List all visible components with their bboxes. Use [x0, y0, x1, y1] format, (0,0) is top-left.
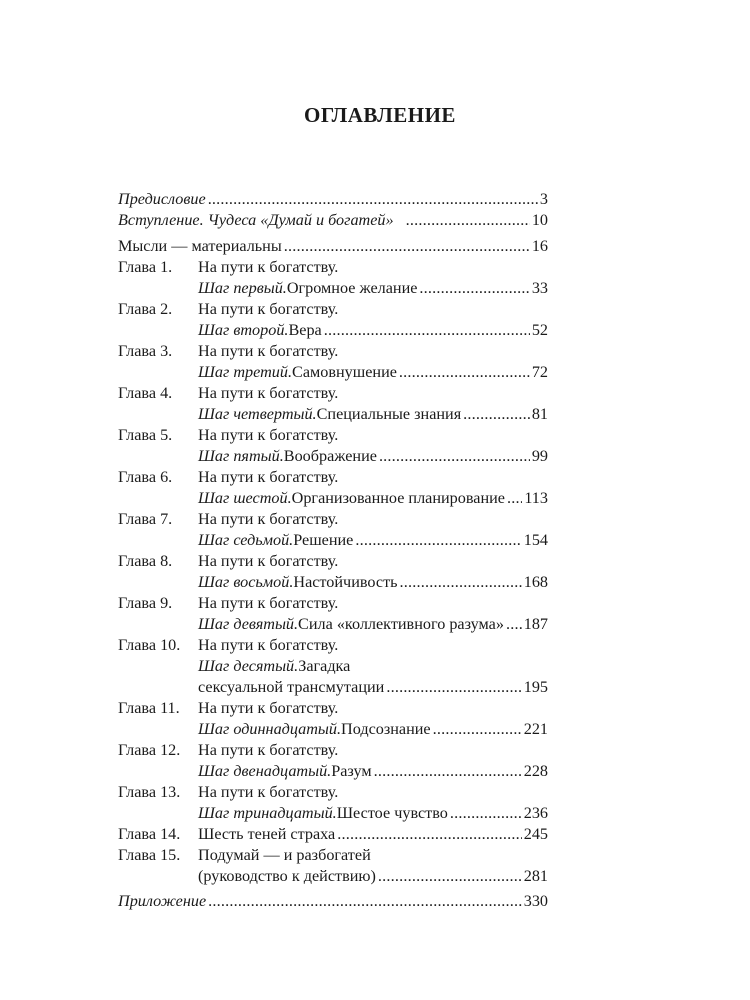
- chapter-label: Глава 5.: [118, 425, 173, 444]
- step-title: Организованное планирование: [291, 488, 505, 507]
- dot-leader: [208, 189, 538, 210]
- toc-entry-chapter[interactable]: [118, 299, 548, 341]
- chapter-heading: На пути к богатству.: [198, 593, 339, 612]
- toc-entry-chapter[interactable]: [118, 383, 548, 425]
- table-of-contents: [118, 189, 548, 912]
- toc-entry-thoughts[interactable]: [118, 236, 548, 257]
- toc-entry-chapter[interactable]: [118, 467, 548, 509]
- dot-leader: [374, 761, 522, 782]
- page-number: 154: [523, 530, 548, 549]
- step-title: Огромное желание: [286, 278, 418, 297]
- step-title-continued: сексуальной трансмутации: [198, 677, 385, 696]
- step-name: Шаг девятый.: [198, 614, 299, 633]
- step-title: Воображение: [283, 446, 377, 465]
- step-name: Шаг второй.: [198, 320, 289, 339]
- chapter-heading: На пути к богатству.: [198, 740, 339, 759]
- toc-entry-chapter[interactable]: [118, 257, 548, 299]
- page-number: 81: [531, 404, 548, 423]
- step-name: Шаг третий.: [198, 362, 293, 381]
- toc-entry-appendix[interactable]: [118, 891, 548, 912]
- dot-leader: [208, 891, 522, 912]
- chapter-heading: На пути к богатству.: [198, 698, 339, 717]
- chapter-heading: На пути к богатству.: [198, 425, 339, 444]
- chapter-heading: Шесть теней страха: [198, 824, 336, 843]
- page-number: 195: [523, 677, 548, 696]
- dot-leader: [337, 824, 521, 845]
- toc-entry-chapter-10[interactable]: [118, 635, 548, 698]
- dot-leader: [284, 236, 530, 257]
- page-number: 3: [539, 190, 548, 208]
- page-number: 228: [523, 761, 548, 780]
- step-title: Подсознание: [341, 719, 431, 738]
- chapter-label: Глава 7.: [118, 509, 173, 528]
- toc-entry-chapter[interactable]: [118, 698, 548, 740]
- chapter-heading: На пути к богатству.: [198, 635, 339, 654]
- toc-entry-chapter[interactable]: [118, 740, 548, 782]
- step-name: Шаг восьмой.: [198, 572, 294, 591]
- chapter-group-11-13: [118, 698, 548, 824]
- page-number: 187: [523, 614, 548, 633]
- page-number: 236: [523, 803, 548, 822]
- step-name: Шаг четвертый.: [198, 404, 317, 423]
- page-number: 52: [531, 320, 548, 339]
- chapter-heading: На пути к богатству.: [198, 782, 339, 801]
- page-number: 281: [523, 866, 548, 885]
- chapter-label: Глава 13.: [118, 782, 181, 801]
- dot-leader: [400, 572, 522, 593]
- chapter-heading: На пути к богатству.: [198, 257, 339, 276]
- toc-entry-chapter[interactable]: [118, 425, 548, 467]
- step-name: Шаг шестой.: [198, 488, 292, 507]
- chapter-label: Глава 8.: [118, 551, 173, 570]
- chapter-label: Глава 12.: [118, 740, 181, 759]
- page-title: ОГЛАВЛЕНИЕ: [304, 103, 456, 127]
- chapter-heading: На пути к богатству.: [198, 341, 339, 360]
- step-name: Шаг седьмой.: [198, 530, 294, 549]
- step-name: Шаг одиннадцатый.: [198, 719, 342, 738]
- step-title: Настойчивость: [293, 572, 398, 591]
- page-number: 72: [531, 362, 548, 381]
- toc-entry-chapter[interactable]: [118, 341, 548, 383]
- chapter-heading: На пути к богатству.: [198, 467, 339, 486]
- step-title: Самовнушение: [292, 362, 397, 381]
- step-title: Разум: [331, 761, 372, 780]
- toc-entry-chapter-14[interactable]: [118, 824, 548, 845]
- dot-leader: [419, 278, 529, 299]
- step-title: Вера: [288, 320, 322, 339]
- page-number: 168: [523, 572, 548, 591]
- dot-leader: [450, 803, 522, 824]
- chapter-heading: На пути к богатству.: [198, 509, 339, 528]
- page-number: 16: [531, 236, 548, 255]
- dot-leader: [355, 530, 521, 551]
- chapter-heading: На пути к богатству.: [198, 383, 339, 402]
- dot-leader: [324, 320, 530, 341]
- chapter-label: Глава 9.: [118, 593, 173, 612]
- page-number: 221: [523, 719, 548, 738]
- step-title: Специальные знания: [316, 404, 462, 423]
- chapter-heading: Подумай — и разбогатей: [198, 845, 371, 864]
- toc-entry-chapter[interactable]: [118, 509, 548, 551]
- toc-entry-introduction[interactable]: [118, 210, 548, 231]
- chapter-label: Глава 11.: [118, 698, 180, 717]
- entry-title: Предисловие: [118, 190, 206, 208]
- chapter-group-1-9: [118, 257, 548, 635]
- toc-entry-chapter[interactable]: [118, 593, 548, 635]
- toc-entry-chapter[interactable]: [118, 782, 548, 824]
- dot-leader: [507, 488, 522, 509]
- step-name: Шаг пятый.: [198, 446, 284, 465]
- chapter-label: Глава 6.: [118, 467, 173, 486]
- step-title: Сила «коллективного разума»: [298, 614, 504, 633]
- chapter-heading-continued: (руководство к действию): [198, 866, 376, 885]
- step-name: Шаг двенадцатый.: [198, 761, 332, 780]
- entry-title: Мысли — материальны: [118, 236, 282, 255]
- dot-leader: [406, 210, 530, 231]
- step-name: Шаг десятый.: [198, 656, 299, 675]
- page-number: 99: [531, 446, 548, 465]
- chapter-label: Глава 10.: [118, 635, 181, 654]
- step-name: Шаг тринадцатый.: [198, 803, 337, 822]
- page-number: 113: [524, 488, 548, 507]
- page-number: 330: [523, 892, 548, 910]
- dot-leader: [463, 404, 530, 425]
- toc-entry-chapter[interactable]: [118, 551, 548, 593]
- chapter-label: Глава 15.: [118, 845, 181, 864]
- dot-leader: [399, 362, 530, 383]
- chapter-label: Глава 4.: [118, 383, 173, 402]
- dot-leader: [433, 719, 522, 740]
- entry-title: Приложение: [118, 892, 207, 910]
- dot-leader: [506, 614, 522, 635]
- chapter-label: Глава 3.: [118, 341, 173, 360]
- page-number: 245: [523, 824, 548, 843]
- dot-leader: [386, 677, 521, 698]
- chapter-label: Глава 2.: [118, 299, 173, 318]
- toc-entry-preface[interactable]: [118, 189, 548, 210]
- toc-entry-chapter-15[interactable]: [118, 845, 548, 887]
- chapter-label: Глава 14.: [118, 824, 181, 843]
- step-name: Шаг первый.: [198, 278, 287, 297]
- step-title: Решение: [293, 530, 354, 549]
- page-number: 10: [531, 211, 548, 229]
- page-number: 33: [531, 278, 548, 297]
- chapter-heading: На пути к богатству.: [198, 551, 339, 570]
- chapter-heading: На пути к богатству.: [198, 299, 339, 318]
- step-title: Шестое чувство: [336, 803, 448, 822]
- dot-leader: [379, 446, 530, 467]
- step-title: Загадка: [298, 656, 351, 675]
- entry-title: Вступление. Чудеса «Думай и богатей»: [118, 211, 394, 229]
- chapter-label: Глава 1.: [118, 257, 173, 276]
- dot-leader: [378, 866, 522, 887]
